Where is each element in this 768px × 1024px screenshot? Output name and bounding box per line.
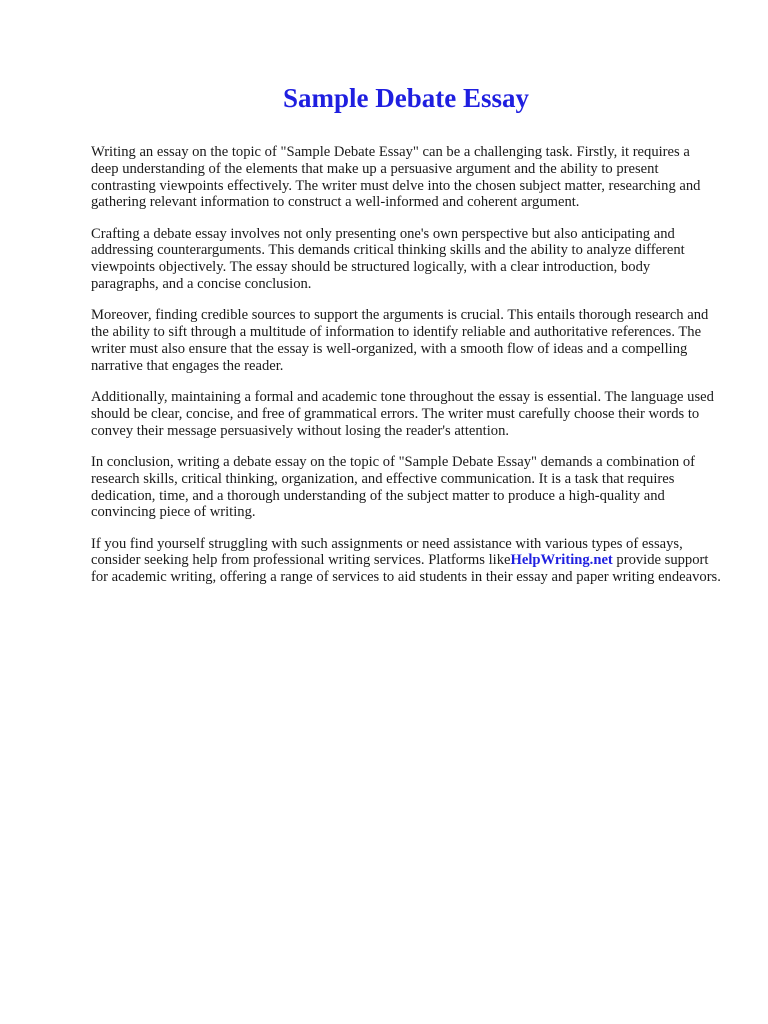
paragraph-6 (91, 536, 721, 586)
paragraph-4: Additionally, maintaining a formal and academic tone throughout the essay is essential. The language used should be clear, concise, and free of grammatical errors. The writer must carefully choose their words to convey their message persuasively without losing the reader's attention. (91, 389, 714, 439)
essay-body (91, 144, 721, 586)
paragraph-6-before-link: If you find yourself struggling with such assignments or need assistance with various types of essays, consider seeking help from professional writing services. Platforms like (91, 535, 683, 569)
paragraph-3: Moreover, finding credible sources to support the arguments is crucial. This entails thorough research and the ability to sift through a multitude of information to identify reliable and authoritative references. The writer must also ensure that the essay is well-organized, with a smooth flow of ideas and a compelling narrative that engages the reader. (91, 307, 709, 374)
paragraph-1: Writing an essay on the topic of "Sample Debate Essay" can be a challenging task. Firstly, it requires a deep understanding of the elements that make up a persuasive argument and the ability to present contrasting viewpoints effectively. The writer must delve into the chosen subject matter, researching and gathering relevant information to construct a well-informed and coherent argument. (91, 144, 701, 211)
paragraph-5: In conclusion, writing a debate essay on the topic of "Sample Debate Essay" demands a combination of research skills, critical thinking, organization, and effective communication. It is a task that requires dedication, time, and a thorough understanding of the subject matter to produce a high-quality and convincing piece of writing. (91, 453, 696, 521)
page-title: Sample Debate Essay (282, 83, 529, 113)
helpwriting-link[interactable]: HelpWriting.net (510, 552, 613, 569)
paragraph-6-after-link: provide support for academic writing, offering a range of services to aid students in their essay and paper writing endeavors. (91, 552, 721, 586)
document-page (91, 0, 721, 601)
paragraph-2: Crafting a debate essay involves not only presenting one's own perspective but also anticipating and addressing counterarguments. This demands critical thinking skills and the ability to analyze different viewpoints objectively. The essay should be structured logically, with a clear introduction, body paragraphs, and a concise conclusion. (91, 225, 685, 293)
